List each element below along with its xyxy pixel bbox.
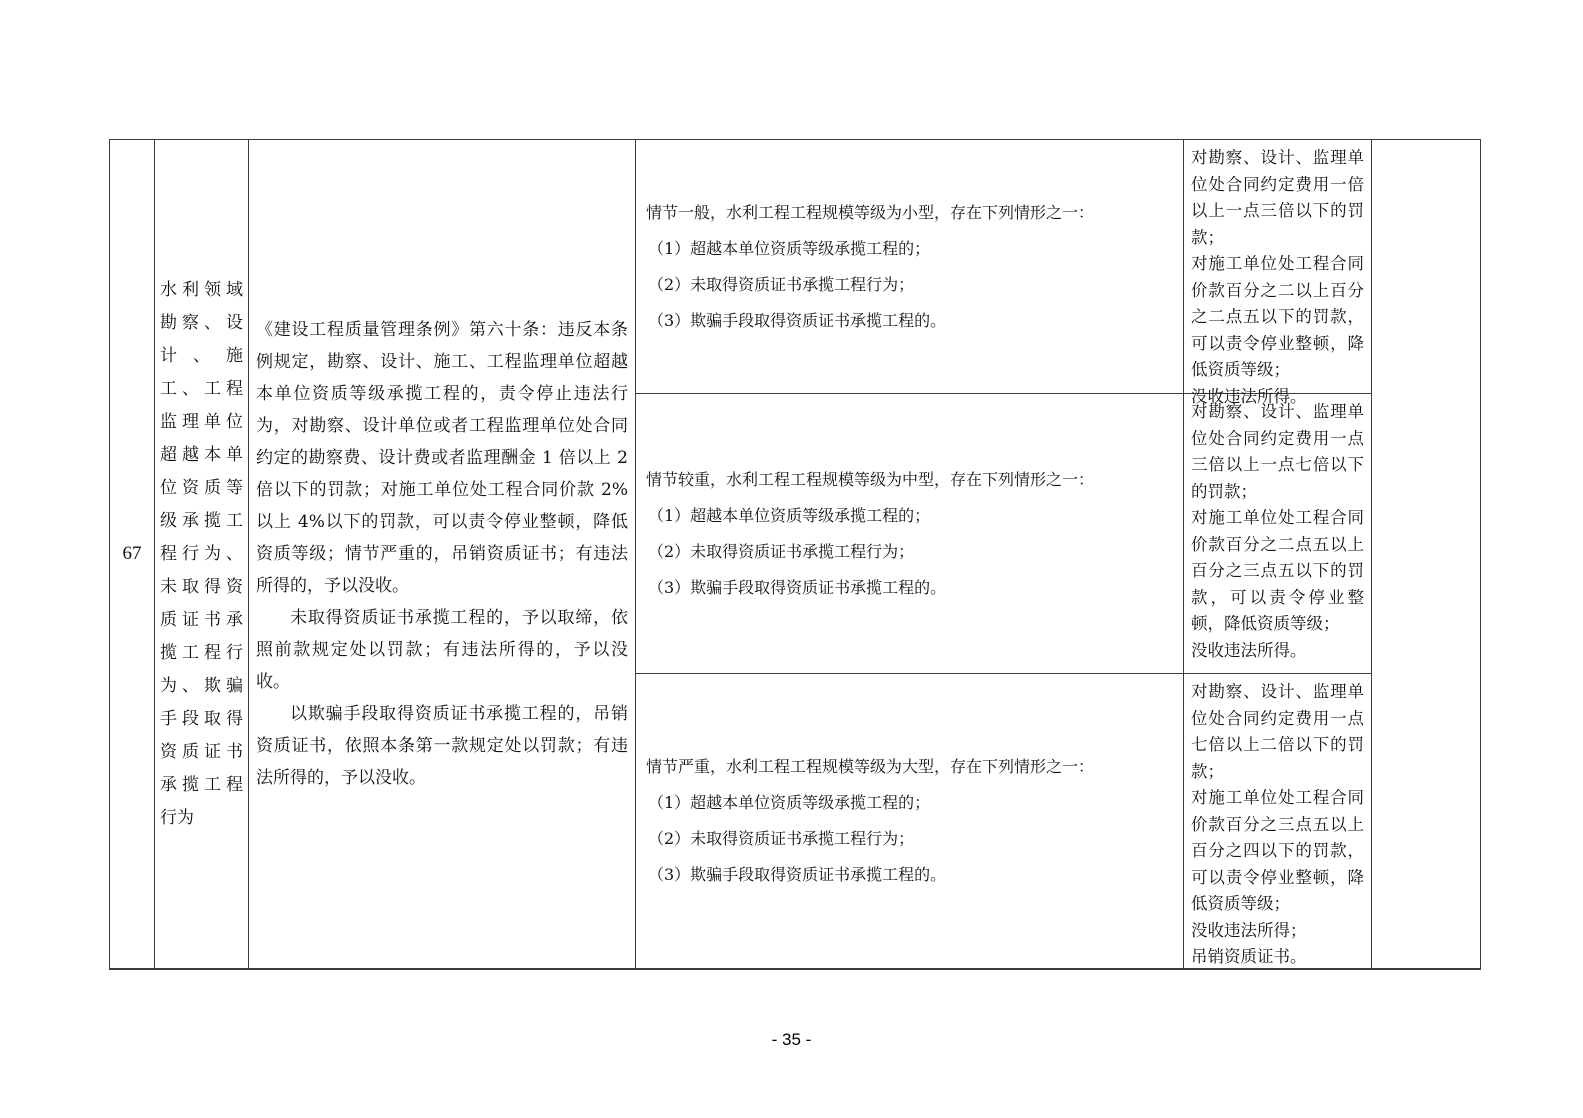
scenario-intro: 情节一般，水利工程工程规模等级为小型，存在下列情形之一： [646, 202, 1095, 222]
row-number-cell [110, 140, 155, 968]
legal-basis-paragraph-1: 《建设工程质量管理条例》第六十条：违反本条例规定，勘察、设计、施工、工程监理单位超越本单位资质等级承揽工程的，责令停止违法行为，对勘察、设计单位或者工程监理单位处合同约定的勘察费、设计费或者监理酬金 1 倍以上 2 倍以下的罚款；对施工单位处工程合同价款 2%以上 4%以下的罚款，可以责令停业整顿，降低资质等级；情节严重的，吊销资质证书；有违法所得的，予以没收。 [256, 320, 628, 596]
legal-basis-paragraph-3: 以欺骗手段取得资质证书承揽工程的，吊销资质证书，依照本条第一款规定处以罚款；有违法所得的，予以没收。 [256, 704, 628, 788]
scenario-cell-severe [636, 674, 1184, 968]
scenario-intro: 情节较重，水利工程工程规模等级为中型，存在下列情形之一： [646, 469, 1095, 489]
scenario-cell-minor [636, 140, 1184, 394]
scenario-condition: （2）未取得资质证书承揽工程行为； [648, 541, 915, 561]
penalty-line: 没收违法所得。 [1191, 640, 1307, 660]
scenario-condition: （1）超越本单位资质等级承揽工程的； [648, 793, 931, 812]
penalty-line: 对施工单位处工程合同价款百分之二以上百分之二点五以下的罚款，可以责令停业整顿，降低资质等级； [1191, 254, 1364, 379]
scenario-condition: （3）欺骗手段取得资质证书承揽工程的。 [648, 310, 947, 330]
penalty-line: 吊销资质证书。 [1191, 947, 1307, 966]
scenario-condition: （1）超越本单位资质等级承揽工程的； [648, 505, 931, 525]
scenario-intro: 情节严重，水利工程工程规模等级为大型，存在下列情形之一： [646, 757, 1095, 776]
violation-name-cell [155, 140, 249, 968]
legal-basis-cell [249, 140, 636, 968]
penalty-line: 对施工单位处工程合同价款百分之三点五以上百分之四以下的罚款，可以责令停业整顿，降低资质等级； [1191, 788, 1364, 913]
scenario-cell-moderate [636, 394, 1184, 674]
scenario-condition: （1）超越本单位资质等级承揽工程的； [648, 238, 931, 258]
penalty-line: 对勘察、设计、监理单位处合同约定费用一点七倍以上二倍以下的罚款； [1191, 682, 1364, 781]
remark-cell-empty [1372, 140, 1480, 968]
penalty-cell-severe [1184, 674, 1372, 968]
penalty-line: 没收违法所得； [1191, 920, 1307, 940]
penalty-cell-moderate [1184, 394, 1372, 674]
scenario-condition: （2）未取得资质证书承揽工程行为； [648, 829, 915, 848]
row-number: 67 [122, 543, 142, 564]
penalty-line: 没收违法所得。 [1191, 386, 1307, 406]
scenario-condition: （3）欺骗手段取得资质证书承揽工程的。 [648, 865, 947, 884]
penalty-line: 对勘察、设计、监理单位处合同约定费用一倍以上一点三倍以下的罚款； [1191, 148, 1364, 247]
page-number: - 35 - [771, 1030, 812, 1049]
penalty-cell-minor [1184, 140, 1372, 406]
violation-name: 水利领域勘察、设计、施工、工程监理单位超越本单位资质等级承揽工程行为、未取得资质证书承揽工程行为、欺骗手段取得资质证书承揽工程行为 [160, 279, 243, 828]
penalty-line: 对施工单位处工程合同价款百分之二点五以上百分之三点五以下的罚款，可以责令停业整顿，降低资质等级； [1191, 508, 1364, 633]
penalty-discretion-table [109, 139, 1481, 970]
scenario-condition: （2）未取得资质证书承揽工程行为； [648, 274, 915, 294]
legal-basis-paragraph-2: 未取得资质证书承揽工程的，予以取缔，依照前款规定处以罚款；有违法所得的，予以没收。 [256, 608, 628, 692]
penalty-line: 对勘察、设计、监理单位处合同约定费用一点三倍以上一点七倍以下的罚款； [1191, 402, 1364, 501]
scenario-condition: （3）欺骗手段取得资质证书承揽工程的。 [648, 577, 947, 597]
